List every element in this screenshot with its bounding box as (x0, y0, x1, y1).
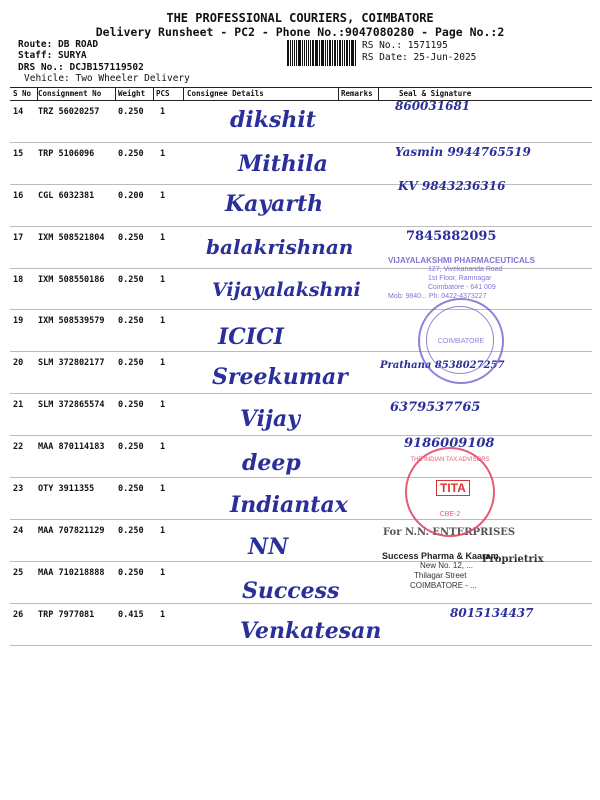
weight-value: 0.250 (118, 567, 144, 578)
table-row (10, 101, 592, 143)
table-row (10, 436, 592, 478)
seal-signature: KV 9843236316 (398, 178, 506, 193)
consignment-number: TRP 7977081 (38, 609, 95, 620)
col-seal: Seal & Signature (399, 89, 472, 98)
runsheet-title: Delivery Runsheet - PC2 - Phone No.:9047080280 - Page No.:2 (95, 25, 505, 39)
vijayalakshmi-stamp (388, 256, 588, 301)
barcode-bar (351, 40, 352, 66)
consignee-signature: Vijayalakshmi (212, 278, 361, 301)
col-divider (153, 87, 154, 100)
consignee-signature: ICICI (218, 324, 284, 351)
barcode-bar (325, 40, 326, 66)
pieces-count: 1 (160, 609, 166, 620)
barcode-bar (294, 40, 296, 66)
stamp-line: Thilagar Street (414, 571, 467, 580)
barcode-bar (334, 40, 337, 66)
barcode-bar (312, 40, 314, 66)
consignee-signature: Kayarth (225, 190, 324, 217)
seal-signature: 860031681 (395, 99, 471, 113)
barcode-bar (315, 40, 318, 66)
col-divider (338, 87, 339, 100)
consignee-signature: Vijay (240, 406, 301, 433)
rs-date: RS Date: 25-Jun-2025 (362, 52, 477, 63)
drs-label: DRS No.: DCJB157119502 (18, 62, 144, 73)
table-row (10, 352, 592, 394)
serial-number: 25 (13, 567, 24, 578)
barcode-bar (355, 40, 356, 66)
serial-number: 16 (13, 190, 24, 201)
weight-value: 0.250 (118, 442, 144, 453)
pieces-count: 1 (160, 484, 166, 495)
pieces-count: 1 (160, 316, 166, 327)
stamp-line: Coimbatore - 641 009 (428, 284, 496, 291)
barcode-bar (296, 40, 297, 66)
consignee-signature: NN (248, 533, 289, 560)
col-weight: Weight (118, 89, 146, 98)
barcode-bar (342, 40, 343, 66)
stamp-line: COIMBATORE - ... (410, 581, 477, 590)
serial-number: 17 (13, 232, 24, 243)
col-remarks: Remarks (341, 89, 373, 98)
success-stamp (382, 551, 582, 591)
barcode-bar (319, 40, 320, 66)
serial-number: 14 (13, 107, 24, 117)
barcode-bar (298, 40, 301, 66)
seal-signature: 6379537765 (390, 400, 481, 416)
barcode (287, 40, 357, 66)
weight-value: 0.250 (118, 316, 144, 327)
vehicle-label: Vehicle: Two Wheeler Delivery (24, 73, 190, 84)
seal-signature: Prathana 8538027257 (380, 360, 505, 372)
barcode-bar (321, 40, 322, 66)
col-divider (378, 87, 379, 100)
serial-number: 20 (13, 358, 24, 369)
stamp-text: COIMBATORE (437, 338, 485, 345)
pieces-count: 1 (160, 400, 166, 411)
barcode-bar (306, 40, 308, 66)
weight-value: 0.200 (118, 190, 144, 201)
table-row (10, 394, 592, 436)
barcode-bar (339, 40, 341, 66)
seal-signature: 9186009108 (404, 436, 495, 452)
barcode-bar (290, 40, 291, 66)
barcode-bar (349, 40, 350, 66)
barcode-bar (352, 40, 354, 66)
consignee-signature: balakrishnan (206, 234, 354, 259)
consignee-signature: dikshit (230, 107, 316, 133)
col-divider (183, 87, 184, 100)
consignment-number: MAA 870114183 (38, 442, 105, 453)
pieces-count: 1 (160, 358, 166, 369)
stamp-line: VIJAYALAKSHMI PHARMACEUTICALS (388, 256, 535, 265)
pieces-count: 1 (160, 274, 166, 285)
barcode-bar (329, 40, 331, 66)
stamp-text: CBE-2 (439, 511, 461, 518)
barcode-bar (332, 40, 333, 66)
serial-number: 15 (13, 148, 24, 159)
serial-number: 19 (13, 316, 24, 327)
consignment-number: IXM 508539579 (38, 316, 105, 327)
staff-label: Staff: SURYA (18, 50, 87, 61)
serial-number: 24 (13, 525, 24, 536)
consignment-number: MAA 710218888 (38, 567, 105, 578)
barcode-bar (308, 40, 309, 66)
weight-value: 0.250 (118, 358, 144, 369)
route-label: Route: DB ROAD (18, 39, 99, 50)
barcode-bar (287, 40, 289, 66)
serial-number: 18 (13, 274, 24, 285)
barcode-bar (302, 40, 303, 66)
pieces-count: 1 (160, 107, 166, 117)
pieces-count: 1 (160, 232, 166, 243)
consignment-number: CGL 6032381 (38, 190, 95, 201)
consignment-number: IXM 508521804 (38, 232, 105, 243)
weight-value: 0.250 (118, 274, 144, 285)
seal-signature: 8015134437 (450, 605, 534, 620)
consignment-number: SLM 372865574 (38, 400, 105, 411)
rs-number: RS No.: 1571195 (362, 40, 448, 51)
consignee-signature: Indiantax (230, 492, 348, 519)
weight-value: 0.250 (118, 525, 144, 536)
seal-signature: Proprietrix (482, 553, 544, 565)
stamp-line: New No. 12, ... (420, 561, 473, 570)
table-row (10, 604, 592, 646)
consignment-number: MAA 707821129 (38, 525, 105, 536)
weight-value: 0.250 (118, 148, 144, 159)
pieces-count: 1 (160, 190, 166, 201)
seal-signature: For N.N. ENTERPRISES (383, 526, 516, 538)
col-divider (37, 87, 38, 100)
consignee-signature: Sreekumar (212, 364, 348, 391)
icici-round-stamp (418, 298, 504, 384)
consignee-signature: Mithila (238, 150, 328, 177)
seal-signature: Yasmin 9944765519 (395, 144, 531, 159)
barcode-bar (292, 40, 293, 66)
consignment-number: TRP 5106096 (38, 148, 95, 159)
table-row (10, 178, 592, 227)
weight-value: 0.250 (118, 107, 144, 117)
company-title: THE PROFESSIONAL COURIERS, COIMBATORE (166, 11, 434, 25)
pieces-count: 1 (160, 525, 166, 536)
seal-signature: 7845882095 (406, 228, 497, 244)
col-divider (115, 87, 116, 100)
col-consignee: Consignee Details (187, 89, 264, 98)
barcode-bar (344, 40, 345, 66)
col-pcs: PCS (156, 89, 170, 98)
serial-number: 22 (13, 442, 24, 453)
barcode-bar (346, 40, 348, 66)
consignment-number: TRZ 56020257 (38, 107, 100, 117)
tita-label: TITA (436, 480, 470, 496)
consignee-signature: Success (242, 577, 340, 604)
pieces-count: 1 (160, 567, 166, 578)
barcode-bar (310, 40, 311, 66)
table-header (10, 87, 592, 101)
stamp-line: Mob: 9840... Ph: 0422-4373227 (388, 293, 487, 300)
weight-value: 0.250 (118, 484, 144, 495)
consignment-number: IXM 508550186 (38, 274, 105, 285)
col-consignment: Consignment No (38, 89, 102, 98)
consignment-number: OTY 3911355 (38, 484, 95, 495)
weight-value: 0.250 (118, 400, 144, 411)
barcode-bar (322, 40, 324, 66)
pieces-count: 1 (160, 148, 166, 159)
barcode-bar (304, 40, 305, 66)
barcode-bar (327, 40, 328, 66)
weight-value: 0.250 (118, 232, 144, 243)
stamp-text: THE INDIAN TAX ADVISORS (410, 457, 490, 463)
stamp-line: 1st Floor, Ramnagar (428, 275, 492, 282)
serial-number: 21 (13, 400, 24, 411)
stamp-line: Success Pharma & Kaaram (382, 551, 499, 561)
table-row (10, 310, 592, 352)
table-row (10, 478, 592, 520)
serial-number: 26 (13, 609, 24, 620)
stamp-line: 127, Vivekananda Road (428, 266, 503, 273)
barcode-bar (337, 40, 338, 66)
weight-value: 0.415 (118, 609, 144, 620)
consignment-number: SLM 372802177 (38, 358, 105, 369)
pieces-count: 1 (160, 442, 166, 453)
consignee-signature: Venkatesan (240, 617, 382, 644)
col-sno: S No (13, 89, 32, 98)
consignee-signature: deep (242, 450, 301, 477)
serial-number: 23 (13, 484, 24, 495)
